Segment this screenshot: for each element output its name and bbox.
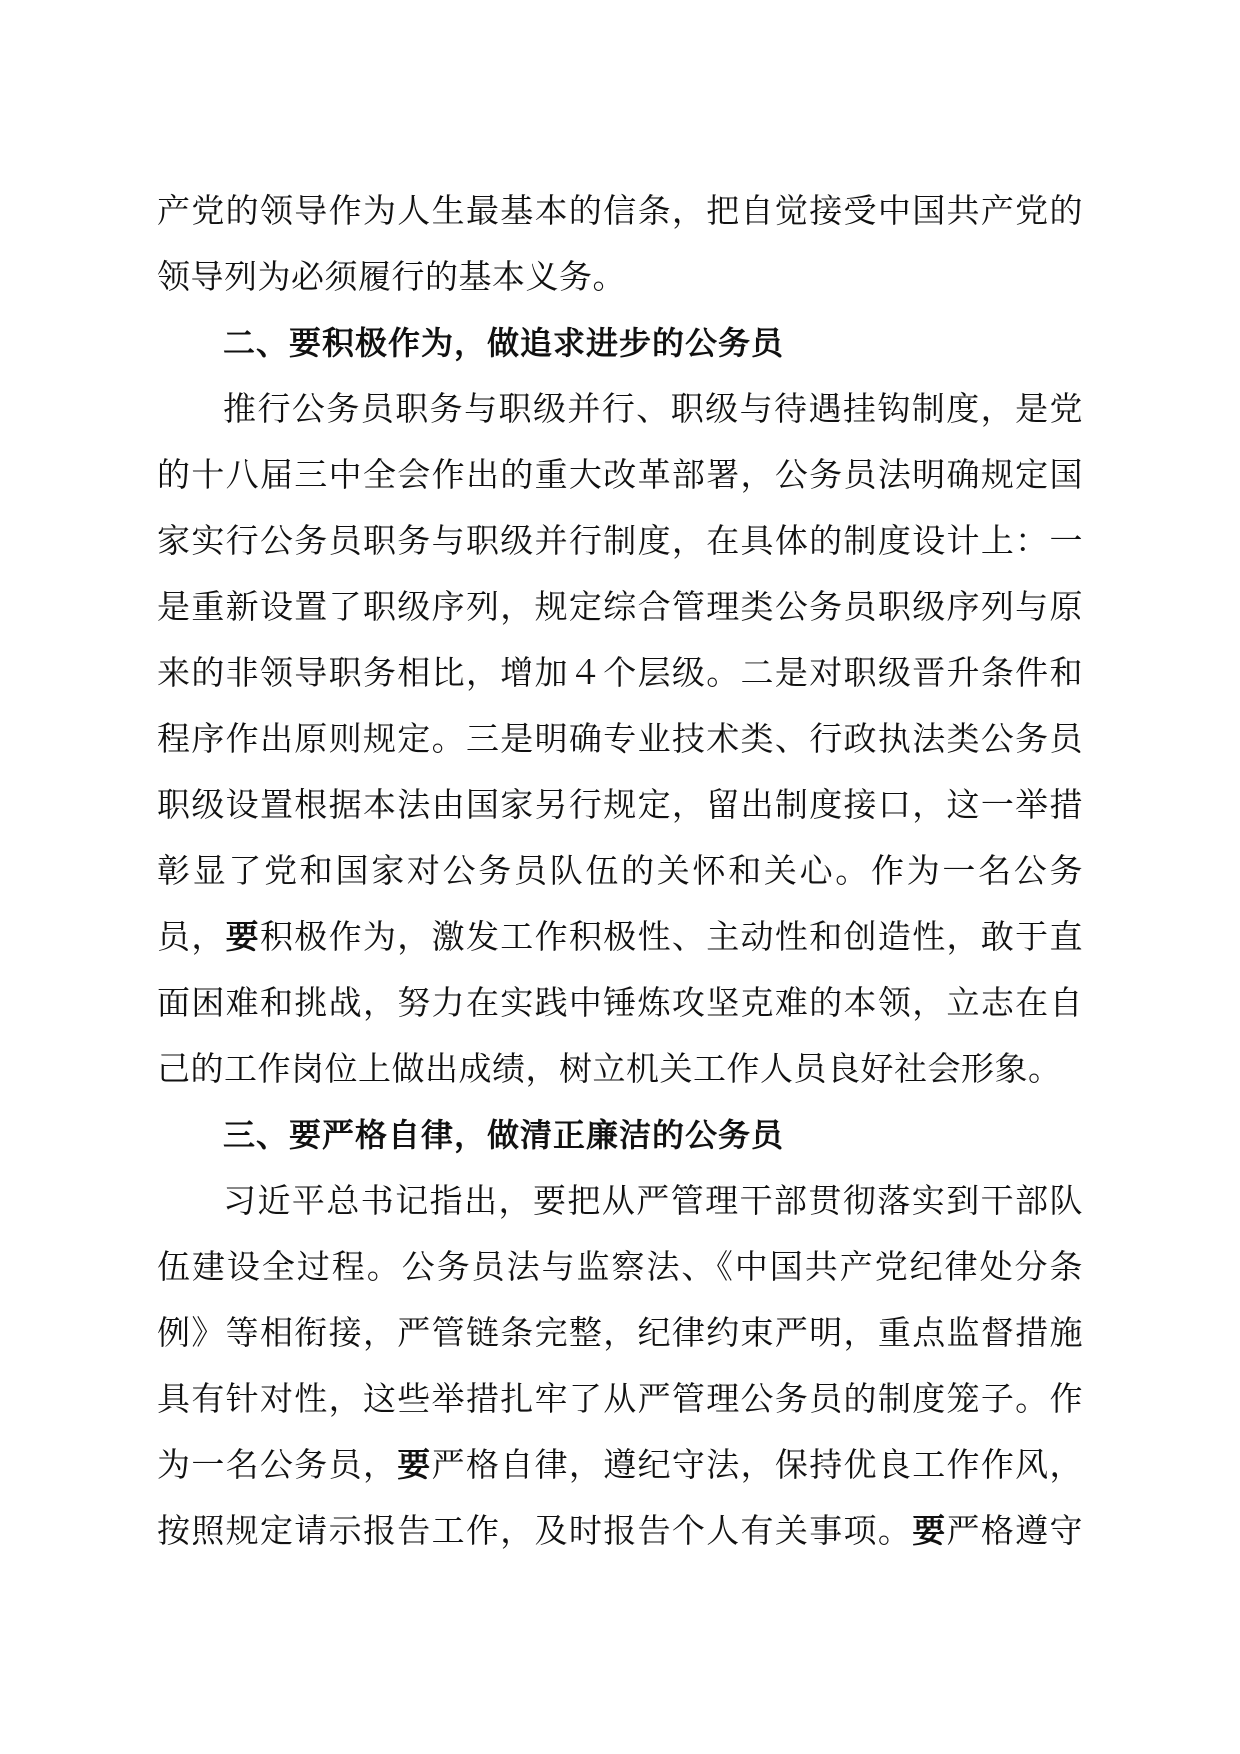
paragraph-line: 是重新设置了职级序列，规定综合管理类公务员职级序列与原 (157, 587, 1083, 626)
paragraph-line (157, 1498, 1083, 1564)
text-run: 按照规定请示报告工作，及时报告个人有关事项。 (157, 1511, 913, 1550)
emphasis-text: 要 (912, 1511, 947, 1550)
text-run: 严格遵守 (946, 1511, 1084, 1550)
emphasis-text: 要 (225, 917, 260, 956)
paragraph-line: 推行公务员职务与职级并行、职级与待遇挂钩制度，是党 (223, 389, 1083, 428)
paragraph-line (157, 904, 1083, 970)
paragraph-line (157, 1432, 1083, 1498)
paragraph-line: 面困难和挑战，努力在实践中锤炼攻坚克难的本领，立志在自 (157, 983, 1083, 1022)
text-run: 为一名公务员， (157, 1445, 398, 1484)
paragraph-line: 来的非领导职务相比，增加４个层级。二是对职级晋升条件和 (157, 653, 1083, 692)
paragraph-line: 例》等相衔接，严管链条完整，纪律约束严明，重点监督措施 (157, 1313, 1083, 1352)
paragraph-line: 程序作出原则规定。三是明确专业技术类、行政执法类公务员 (157, 719, 1083, 758)
paragraph-line: 己的工作岗位上做出成绩，树立机关工作人员良好社会形象。 (157, 1049, 1062, 1088)
section-heading: 三、要严格自律，做清正廉洁的公务员 (223, 1116, 785, 1154)
paragraph-line: 具有针对性，这些举措扎牢了从严管理公务员的制度笼子。作 (157, 1379, 1083, 1418)
section-heading: 二、要积极作为，做追求进步的公务员 (223, 324, 785, 362)
paragraph-line: 家实行公务员职务与职级并行制度，在具体的制度设计上：一 (157, 521, 1083, 560)
paragraph-line: 领导列为必须履行的基本义务。 (157, 257, 626, 296)
text-run: 积极作为，激发工作积极性、主动性和创造性，敢于直 (259, 917, 1084, 956)
text-run: 员， (157, 917, 226, 956)
paragraph-line: 习近平总书记指出，要把从严管理干部贯彻落实到干部队 (223, 1181, 1083, 1220)
paragraph-line: 的十八届三中全会作出的重大改革部署，公务员法明确规定国 (157, 455, 1083, 494)
document-body (157, 178, 1083, 1564)
text-run: 严格自律，遵纪守法，保持优良工作作风， (431, 1445, 1084, 1484)
paragraph-line: 彰显了党和国家对公务员队伍的关怀和关心。作为一名公务 (157, 851, 1083, 890)
paragraph-line: 产党的领导作为人生最基本的信条，把自觉接受中国共产党的 (157, 191, 1083, 230)
paragraph-line: 伍建设全过程。公务员法与监察法、《中国共产党纪律处分条 (157, 1247, 1083, 1286)
paragraph-line: 职级设置根据本法由国家另行规定，留出制度接口，这一举措 (157, 785, 1083, 824)
emphasis-text: 要 (397, 1445, 432, 1484)
